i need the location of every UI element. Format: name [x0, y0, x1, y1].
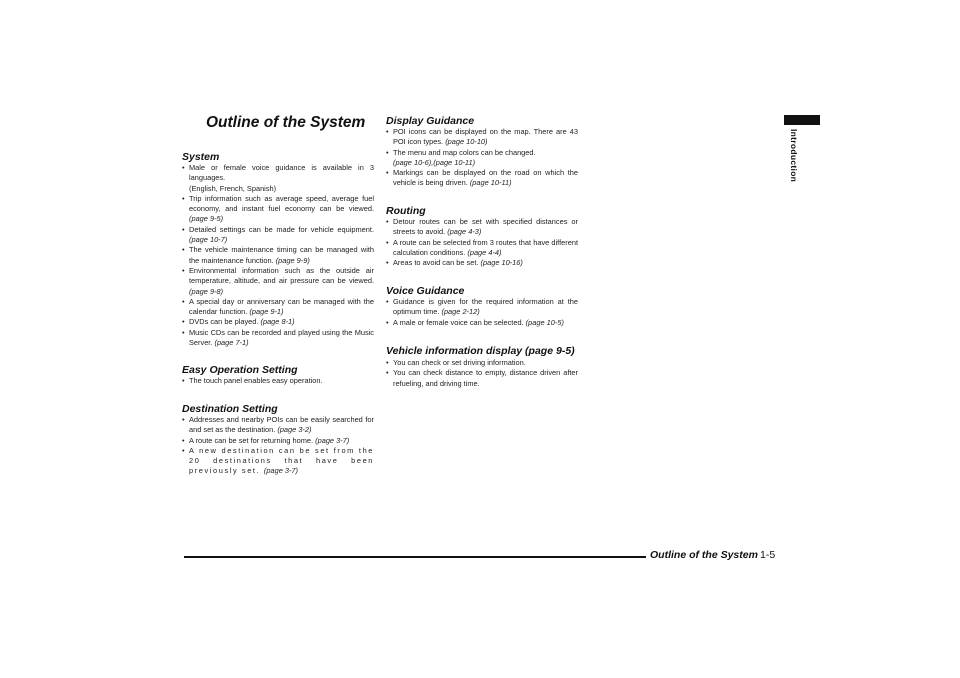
- list-item: • Areas to avoid can be set. (page 10-16): [386, 258, 578, 268]
- section-heading-destination: Destination Setting: [182, 403, 278, 415]
- voice-guidance-list: [386, 297, 578, 328]
- list-item: • You can check or set driving information.: [386, 358, 578, 368]
- list-item: • Male or female voice guidance is available in 3 languages. (English, French, Spanish): [182, 163, 374, 194]
- page-reference: (page 7-1): [214, 338, 249, 348]
- section-heading-display-guidance: Display Guidance: [386, 115, 475, 127]
- footer-title: Outline of the System: [650, 549, 758, 561]
- section-heading-system: System: [182, 151, 220, 163]
- routing-list: [386, 217, 578, 268]
- page-reference: (page 10-5): [525, 317, 564, 327]
- chapter-tab-marker: [784, 115, 820, 125]
- list-item: • Markings can be displayed on the road on which the vehicle is being driven. (page 10-11): [386, 168, 578, 189]
- page-number: 1-5: [760, 549, 776, 561]
- list-item: • Guidance is given for the required information at the optimum time. (page 2-12): [386, 297, 578, 318]
- list-item: • A route can be selected from 3 routes that have different calculation conditions. (page 4-4): [386, 238, 578, 259]
- page-reference: (page 4-4): [467, 247, 502, 257]
- list-item: • A special day or anniversary can be managed with the calendar function. (page 9-1): [182, 297, 374, 318]
- vehicle-info-list: [386, 358, 578, 389]
- page-reference: (page 10-6),(page 10-11): [393, 157, 476, 167]
- page-reference: (page 4-3): [447, 227, 482, 237]
- list-item: • Trip information such as average speed, average fuel economy, and instant fuel economy can be viewed. (page 9-5): [182, 194, 374, 225]
- list-item: • Environmental information such as the outside air temperature, altitude, and air pressure can be viewed. (page 9-8): [182, 266, 374, 297]
- list-item: • DVDs can be played. (page 8-1): [182, 317, 374, 327]
- section-heading-voice-guidance: Voice Guidance: [386, 285, 465, 297]
- page-reference: (page 10-16): [480, 258, 523, 268]
- destination-list: [182, 415, 374, 477]
- page-reference: (page 8-1): [260, 317, 295, 327]
- list-item: • A new destination can be set from the 20 destinations that have been previously set. (page 3-7): [182, 446, 374, 477]
- page-title: Outline of the System: [206, 114, 366, 131]
- easy-operation-list: [182, 376, 374, 386]
- section-heading-routing: Routing: [386, 205, 426, 217]
- list-item: • POI icons can be displayed on the map. There are 43 POI icon types. (page 10-10): [386, 127, 578, 148]
- page-reference: (page 9-1): [249, 307, 284, 317]
- section-heading-easy-operation: Easy Operation Setting: [182, 364, 298, 376]
- list-item: • The menu and map colors can be changed. (page 10-6),(page 10-11): [386, 148, 578, 169]
- list-item: • A route can be set for returning home. (page 3-7): [182, 436, 374, 446]
- list-item: • A male or female voice can be selected. (page 10-5): [386, 318, 578, 328]
- list-item: • The vehicle maintenance timing can be managed with the maintenance function. (page 9-9): [182, 245, 374, 266]
- section-heading-vehicle-info: Vehicle information display (page 9-5): [386, 345, 575, 357]
- list-item: • The touch panel enables easy operation.: [182, 376, 374, 386]
- page-reference: (page 3-7): [263, 466, 299, 476]
- system-list: [182, 163, 374, 348]
- list-item: • You can check distance to empty, distance driven after refueling, and driving time.: [386, 368, 578, 389]
- chapter-tab-label: Introduction: [789, 129, 799, 183]
- page-reference: (page 3-2): [277, 425, 312, 435]
- list-item: • Detour routes can be set with specified distances or streets to avoid. (page 4-3): [386, 217, 578, 238]
- page-reference: (page 10-11): [469, 178, 512, 188]
- page-reference: (page 3-7): [315, 435, 350, 445]
- footer-rule: [184, 556, 646, 558]
- page-reference: (page 9-9): [275, 255, 310, 265]
- page-reference: (page 9-5): [189, 214, 224, 224]
- page-reference: (page 10-7): [189, 235, 228, 245]
- page-reference: (page 2-12): [441, 307, 480, 317]
- list-item: • Detailed settings can be made for vehicle equipment. (page 10-7): [182, 225, 374, 246]
- list-item: • Music CDs can be recorded and played using the Music Server. (page 7-1): [182, 328, 374, 349]
- display-guidance-list: [386, 127, 578, 189]
- page-reference: (page 10-10): [445, 137, 488, 147]
- list-item: • Addresses and nearby POIs can be easily searched for and set as the destination. (page 3-2): [182, 415, 374, 436]
- page-reference: (page 9-8): [189, 286, 224, 296]
